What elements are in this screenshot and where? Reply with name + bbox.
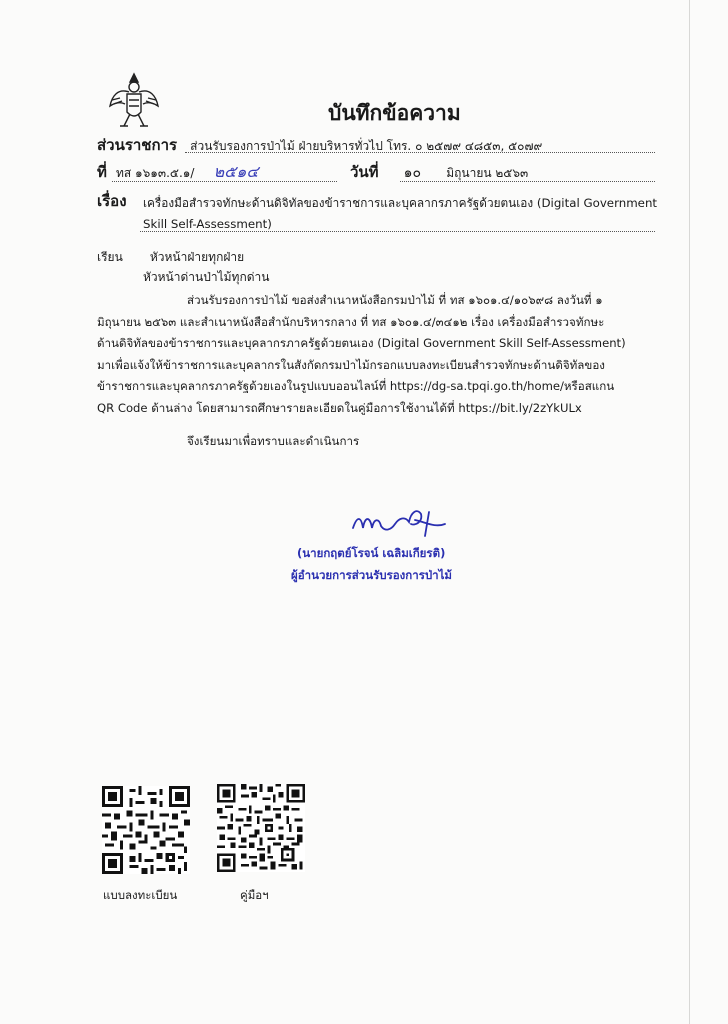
qr-code-manual-icon bbox=[217, 784, 305, 872]
signer-position: ผู้อำนวยการส่วนรับรองการป่าไม้ bbox=[291, 568, 452, 582]
body-paragraph bbox=[97, 290, 657, 453]
body-line: มิถุนายน ๒๕๖๓ และสำเนาหนังสือสำนักบริหารกลาง ที่ ทส ๑๖๐๑.๔/๓๔๑๒ เรื่อง เครื่องมือสำรวจทักษะ bbox=[97, 314, 605, 329]
date-dotline bbox=[400, 181, 655, 182]
ref-number: ๒๕๑๔ bbox=[213, 162, 259, 181]
body-line: มาเพื่อแจ้งให้ข้าราชการและบุคลากรในสังกัดกรมป่าไม้กรอกแบบลงทะเบียนสำรวจทักษะด้านดิจิทัลของ bbox=[97, 357, 605, 372]
agency-row bbox=[97, 133, 542, 157]
to-line1: หัวหน้าฝ่ายทุกฝ่าย bbox=[149, 250, 245, 264]
garuda-emblem-icon bbox=[108, 70, 160, 132]
closing-line: จึงเรียนมาเพื่อทราบและดำเนินการ bbox=[187, 434, 360, 448]
agency-value: ส่วนรับรองการป่าไม้ ฝ่ายบริหารทั่วไป โทร. ๐ ๒๕๗๙ ๔๘๕๓, ๕๐๗๙ bbox=[190, 139, 543, 153]
ref-dotline bbox=[112, 181, 337, 182]
date-rest: มิถุนายน ๒๕๖๓ bbox=[446, 166, 529, 180]
subject-text-1: เครื่องมือสำรวจทักษะด้านดิจิทัลของข้าราชการและบุคลากรภาครัฐด้วยตนเอง (Digital Government bbox=[143, 196, 658, 210]
body-line: ข้าราชการและบุคลากรภาครัฐด้วยเองในรูปแบบออนไลน์ที่ https://dg-sa.tpqi.go.th/home/หรือสแกน bbox=[97, 379, 615, 393]
subject-text-2: Skill Self-Assessment) bbox=[143, 217, 272, 231]
subject-line2 bbox=[143, 213, 272, 232]
subject-dotline bbox=[140, 231, 655, 232]
to-row-2 bbox=[143, 266, 269, 287]
handwritten-signature bbox=[345, 502, 455, 540]
ref-label: ที่ bbox=[97, 163, 107, 181]
to-row bbox=[97, 246, 244, 267]
ref-prefix: ทส ๑๖๑๓.๕.๑/ bbox=[115, 166, 195, 180]
body-line: QR Code ด้านล่าง โดยสามารถศึกษารายละเอียดในคู่มือการใช้งานได้ที่ https://bit.ly/2zYkULx bbox=[97, 400, 582, 415]
subject-line1 bbox=[143, 192, 657, 213]
qr-caption-registration: แบบลงทะเบียน bbox=[103, 888, 178, 902]
agency-label: ส่วนราชการ bbox=[97, 136, 178, 154]
qr-caption-manual: คู่มือฯ bbox=[240, 888, 269, 902]
date-day: ๑๐ bbox=[403, 165, 422, 181]
page-edge bbox=[689, 0, 690, 1024]
subject-row bbox=[97, 189, 127, 213]
body-line: ส่วนรับรองการป่าไม้ ขอส่งสำเนาหนังสือกรมป่าไม้ ที่ ทส ๑๖๐๑.๔/๑๐๖๙๘ ลงวันที่ ๑ bbox=[187, 293, 603, 307]
subject-label: เรื่อง bbox=[97, 192, 127, 210]
body-line: ด้านดิจิทัลของข้าราชการและบุคลากรภาครัฐด้วยตนเอง (Digital Government Skill Self-Assessment) bbox=[97, 336, 626, 350]
agency-dotline bbox=[185, 152, 655, 153]
date-label: วันที่ bbox=[350, 163, 379, 181]
to-line2: หัวหน้าด่านป่าไม้ทุกด่าน bbox=[143, 270, 270, 284]
signer-name: (นายกฤตย์โรจน์ เฉลิมเกียรติ) bbox=[297, 546, 446, 560]
qr-code-registration-icon bbox=[102, 786, 190, 874]
to-label: เรียน bbox=[97, 250, 123, 264]
memo-title: บันทึกข้อความ bbox=[328, 101, 461, 125]
